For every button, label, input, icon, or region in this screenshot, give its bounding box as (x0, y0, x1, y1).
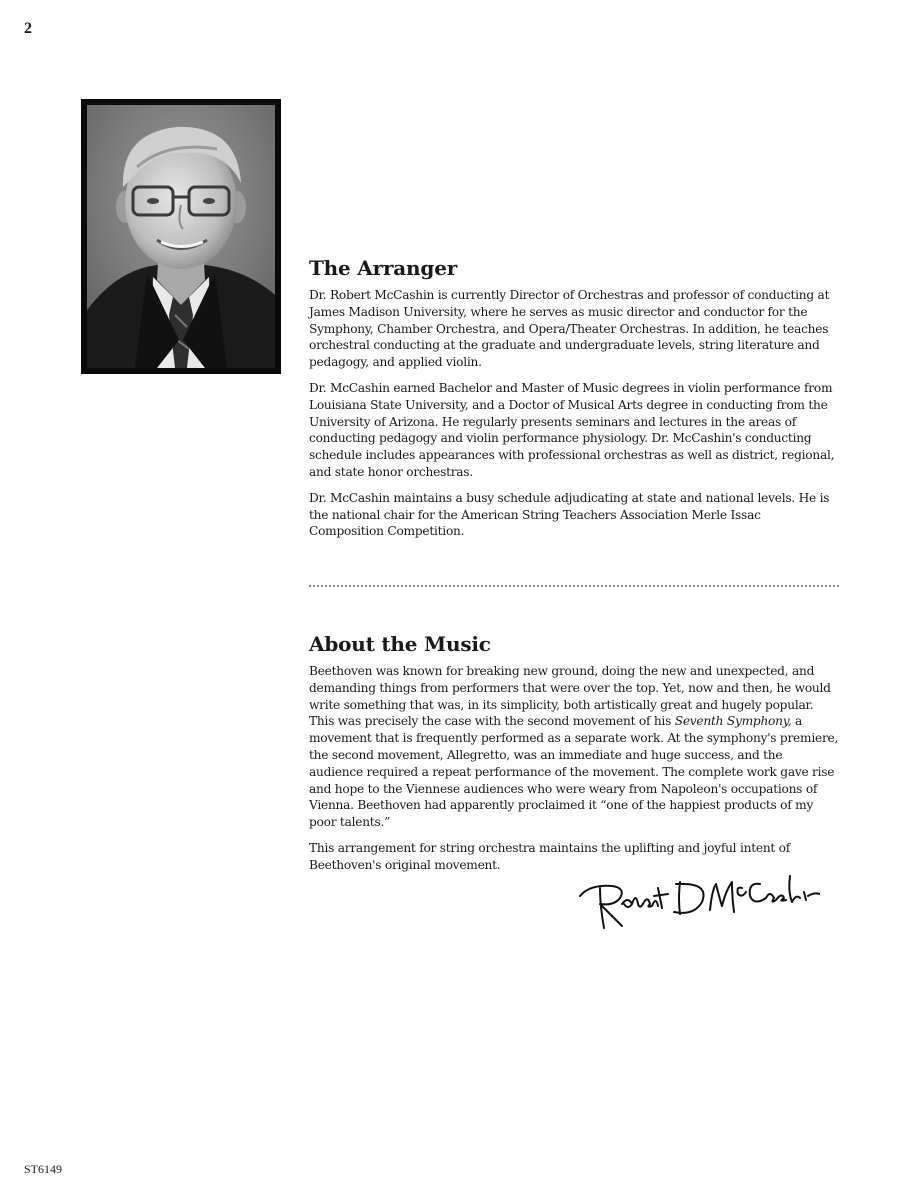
handwritten-signature-icon (570, 866, 820, 936)
arranger-heading: The Arranger (309, 256, 458, 280)
arranger-paragraph-3: Dr. McCashin maintains a busy schedule adjudicating at state and national levels. He is the national chair for the American String Teachers Association Merle Issac Composition Competition. (309, 490, 830, 539)
catalog-code: ST6149 (24, 1162, 63, 1176)
section-divider (309, 585, 839, 587)
page-number: 2 (24, 20, 32, 37)
about-music-paragraph-1 (309, 663, 839, 831)
arranger-paragraph-1: Dr. Robert McCashin is currently Director of Orchestras and professor of conducting at James Madison University, where he serves as music director and conductor for the Symphony, Chamber Orchestra, and Opera/Theater Orchestras. In addition, he teaches orchestral conducting at the graduate and undergraduate levels, string literature and pedagogy, and applied violin. (309, 288, 830, 370)
about-music-section (309, 632, 839, 883)
arranger-section (309, 256, 839, 549)
about-music-text-end: a movement that is frequently performed as a separate work. At the symphony's premiere, the second movement, Allegretto, was an immediate and huge success, and the audience required a repeat performance of the movement. The complete work gave rise and hope to the Viennese audiences who were weary from Napoleon's occupations of Vienna. Beethoven had apparently proclaimed it “one of the happiest products of my poor talents.” (309, 714, 839, 830)
arranger-paragraph-2: Dr. McCashin earned Bachelor and Master of Music degrees in violin performance from Louisiana State University, and a Doctor of Musical Arts degree in conducting from the University of Arizona. He regularly presents seminars and lectures in the areas of conducting pedagogy and violin performance physiology. Dr. McCashin's conducting schedule includes appearances with professional orchestras as well as district, regional, and state honor orchestras. (309, 380, 835, 479)
signature (570, 866, 820, 936)
about-music-text-start: Beethoven was known for breaking new ground, doing the new and unexpected, and demanding things from performers that were over the top. Yet, now and then, he would write something that was, in its simplicity, both artistically great and hugely popular. This was precisely the case with the second movement of his (309, 664, 831, 729)
portrait-photo-icon (87, 105, 275, 368)
symphony-title: Seventh Symphony, (674, 714, 792, 729)
about-music-heading: About the Music (309, 632, 491, 656)
about-music-paragraph-2: This arrangement for string orchestra maintains the uplifting and joyful intent of Beethoven's original movement. (309, 840, 791, 872)
arranger-photo (81, 99, 281, 374)
